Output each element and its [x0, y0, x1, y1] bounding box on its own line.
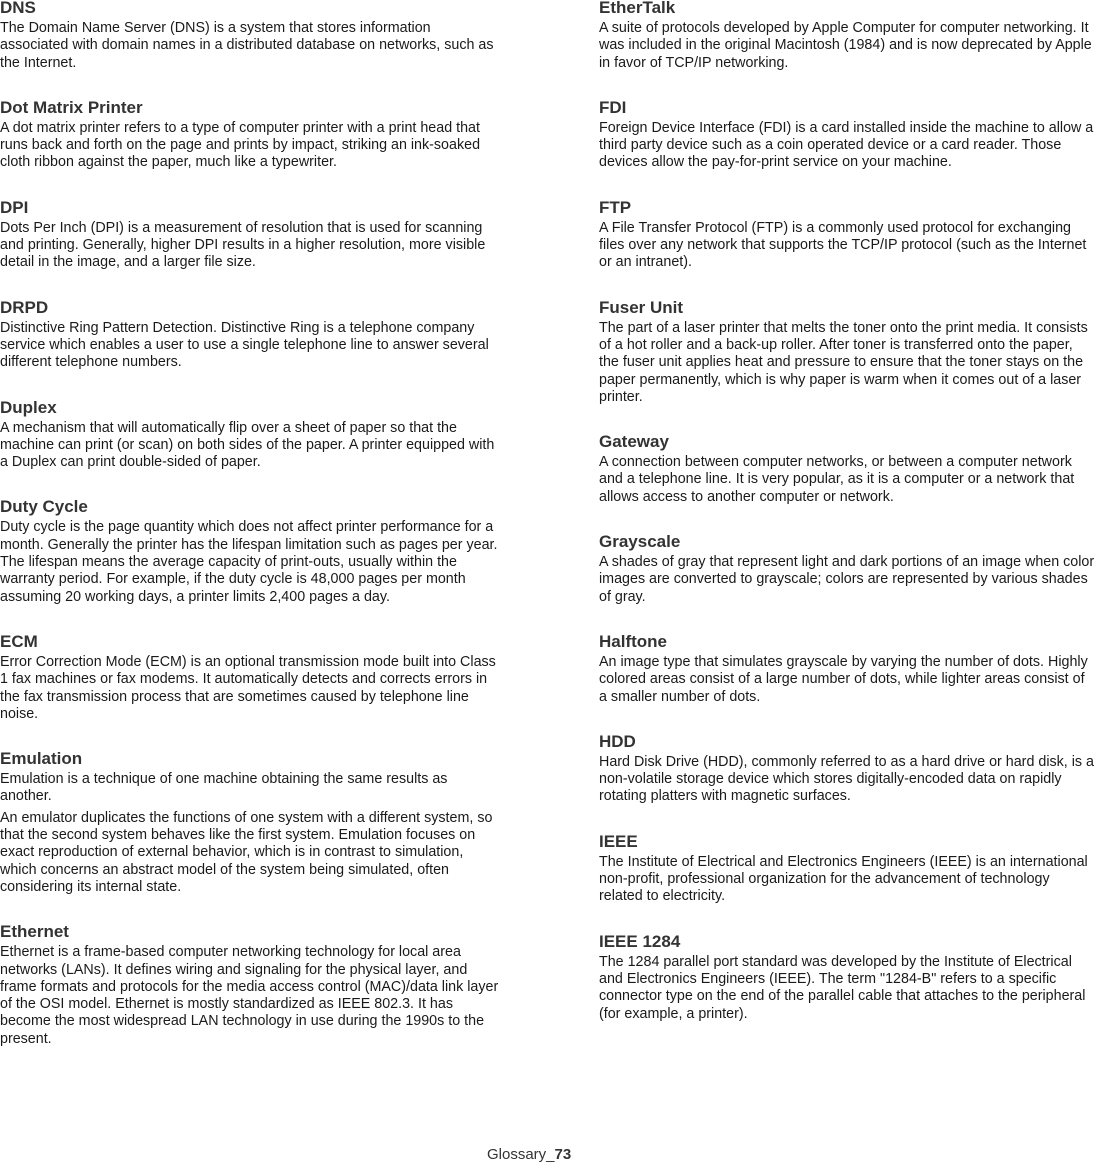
- glossary-entry: [599, 298, 1096, 406]
- glossary-term: Halftone: [599, 631, 667, 651]
- glossary-entry: [0, 497, 500, 605]
- glossary-term: FTP: [599, 197, 632, 217]
- glossary-entry: [0, 398, 500, 472]
- glossary-entry: [599, 198, 1096, 272]
- glossary-entry: [0, 0, 500, 72]
- glossary-definition: Distinctive Ring Pattern Detection. Distinctive Ring is a telephone company service which enables a user to use a single telephone line to answer several different telephone numbers.: [0, 319, 489, 371]
- glossary-term: Dot Matrix Printer: [0, 97, 143, 117]
- glossary-term: Grayscale: [599, 532, 681, 552]
- glossary-term: IEEE 1284: [599, 931, 681, 951]
- glossary-entry: [599, 732, 1096, 806]
- glossary-entry: [599, 832, 1096, 906]
- glossary-entry: [599, 632, 1096, 706]
- glossary-entry: [0, 198, 500, 272]
- glossary-definition: Foreign Device Interface (FDI) is a card installed inside the machine to allow a third party device such as a coin operated device or a card reader. Those devices allow the pay-for-print service on your machine.: [599, 119, 1094, 171]
- glossary-entry: [0, 922, 500, 1048]
- glossary-term: IEEE: [599, 831, 638, 851]
- glossary-term: Gateway: [599, 432, 669, 452]
- glossary-term: Duty Cycle: [0, 497, 88, 517]
- glossary-definition: The 1284 parallel port standard was developed by the Institute of Electrical and Electronics Engineers (IEEE). The term "1284-B" refers to a specific connector type on the end of the parallel cable that attaches to the peripheral (for example, a printer).: [599, 953, 1086, 1022]
- glossary-definition: Emulation is a technique of one machine obtaining the same results as another.: [0, 771, 448, 805]
- footer-label: Glossary_: [487, 1146, 555, 1163]
- glossary-definition: The Institute of Electrical and Electronics Engineers (IEEE) is an international non-profit, professional organization for the advancement of technology related to electricity.: [599, 853, 1088, 905]
- glossary-entry: [599, 932, 1096, 1023]
- glossary-definition: An emulator duplicates the functions of one system with a different system, so that the second system behaves like the first system. Emulation focuses on exact reproduction of external behavior, which is in contrast to simulation, which concerns an abstract model of the system being simulated, often considering its internal state.: [0, 809, 493, 895]
- glossary-definition: A suite of protocols developed by Apple Computer for computer networking. It was included in the original Macintosh (1984) and is now deprecated by Apple in favor of TCP/IP networking.: [599, 20, 1092, 71]
- glossary-definition: A shades of gray that represent light and dark portions of an image when color images are converted to grayscale; colors are represented by various shades of gray.: [599, 554, 1095, 605]
- glossary-definition: A connection between computer networks, or between a computer network and a telephone line. It is very popular, as it is a computer or a network that allows access to another computer or network.: [599, 454, 1075, 505]
- glossary-term: Ethernet: [0, 922, 69, 942]
- glossary-definition: The Domain Name Server (DNS) is a system that stores information associated with domain names in a distributed database on networks, such as the Internet.: [0, 20, 494, 71]
- glossary-definition: Error Correction Mode (ECM) is an optional transmission mode built into Class 1 fax machines or fax modems. It automatically detects and corrects errors in the fax transmission process that are sometimes caused by telephone line noise.: [0, 653, 496, 722]
- glossary-definition: A File Transfer Protocol (FTP) is a commonly used protocol for exchanging files over any network that supports the TCP/IP protocol (such as the Internet or an intranet).: [599, 219, 1087, 271]
- glossary-term: Emulation: [0, 749, 83, 769]
- glossary-entry: [599, 98, 1096, 172]
- glossary-term: DPI: [0, 197, 29, 217]
- glossary-left-column: [0, 0, 500, 1074]
- glossary-entry: [599, 432, 1096, 506]
- glossary-entry: [0, 749, 500, 896]
- glossary-term: DNS: [0, 0, 36, 17]
- glossary-definition: A dot matrix printer refers to a type of computer printer with a print head that runs back and forth on the page and prints by impact, striking an ink-soaked cloth ribbon against the paper, much like a typewriter.: [0, 119, 481, 171]
- glossary-term: DRPD: [0, 297, 49, 317]
- page-number: 73: [554, 1146, 572, 1163]
- glossary-definition: The part of a laser printer that melts the toner onto the print media. It consists of a hot roller and a back-up roller. After toner is transferred onto the paper, the fuser unit applies heat and pressure to ensure that the toner stays on the paper permanently, which is why paper is warm when it comes out of a laser printer.: [599, 319, 1088, 405]
- glossary-definition: Ethernet is a frame-based computer networking technology for local area networks (LANs). It defines wiring and signaling for the physical layer, and frame formats and protocols for the media access control (MAC)/data link layer of the OSI model. Ethernet is mostly standardized as IEEE 802.3. It has become the most widespread LAN technology in use during the 1990s to the present.: [0, 944, 499, 1047]
- page-footer: [487, 1146, 571, 1164]
- glossary-entry: [599, 0, 1096, 72]
- glossary-definition: Duty cycle is the page quantity which does not affect printer performance for a month. Generally the printer has the lifespan limitation such as pages per year. The lifespan means the average capacity of print-outs, usually within the warranty period. For example, if the duty cycle is 48,000 pages per month assuming 20 working days, a printer limits 2,400 pages a day.: [0, 519, 498, 605]
- glossary-entry: [0, 632, 500, 723]
- glossary-term: Duplex: [0, 397, 57, 417]
- glossary-definition: Dots Per Inch (DPI) is a measurement of resolution that is used for scanning and printing. Generally, higher DPI results in a higher resolution, more visible detail in the image, and a larger file size.: [0, 219, 486, 271]
- glossary-term: EtherTalk: [599, 0, 676, 17]
- glossary-term: HDD: [599, 731, 636, 751]
- glossary-entry: [0, 98, 500, 172]
- glossary-definition: Hard Disk Drive (HDD), commonly referred to as a hard drive or hard disk, is a non-volatile storage device which stores digitally-encoded data on rapidly rotating platters with magnetic surfaces.: [599, 753, 1094, 805]
- glossary-definition: An image type that simulates grayscale by varying the number of dots. Highly colored areas consist of a large number of dots, while lighter areas consist of a smaller number of dots.: [599, 653, 1088, 705]
- glossary-term: ECM: [0, 631, 38, 651]
- glossary-definition: A mechanism that will automatically flip over a sheet of paper so that the machine can print (or scan) on both sides of the paper. A printer equipped with a Duplex can print double-sided of paper.: [0, 419, 495, 471]
- glossary-entry: [599, 532, 1096, 606]
- glossary-right-column: [599, 0, 1096, 1049]
- glossary-term: FDI: [599, 97, 627, 117]
- glossary-entry: [0, 298, 500, 372]
- glossary-term: Fuser Unit: [599, 297, 684, 317]
